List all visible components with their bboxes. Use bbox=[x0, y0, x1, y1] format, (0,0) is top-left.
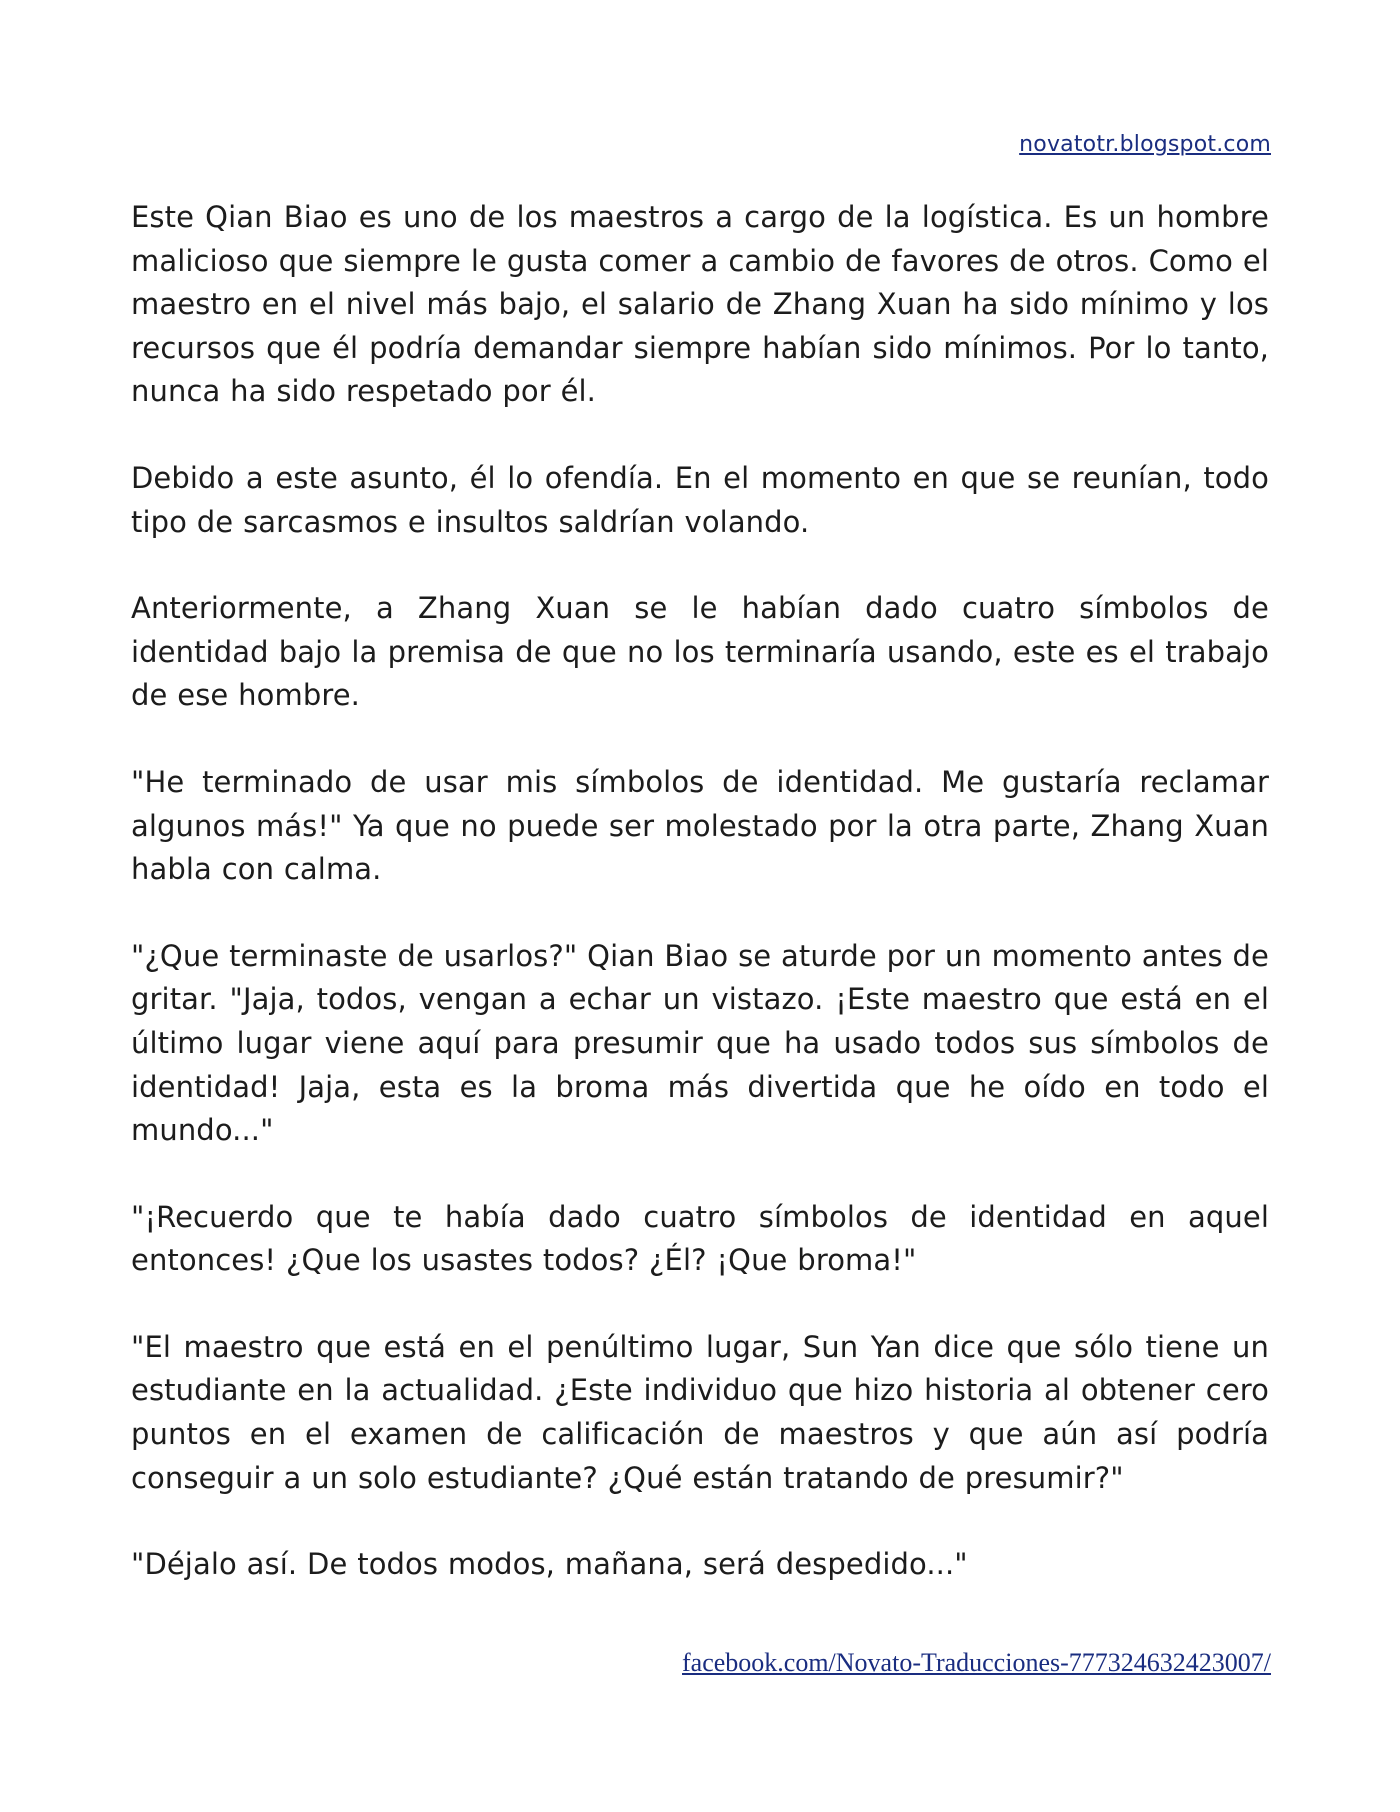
footer-facebook-link[interactable]: facebook.com/Novato-Traducciones-777324632423007/ bbox=[682, 1648, 1271, 1677]
paragraph-8: "Déjalo así. De todos modos, mañana, será despedido..." bbox=[131, 1547, 968, 1582]
paragraph-1: Este Qian Biao es uno de los maestros a cargo de la logística. Es un hombre malicioso que siempre le gusta comer a cambio de favores de otros. Como el maestro en el nivel más bajo, el salario de Zhang Xuan ha sido mínimo y los recursos que él podría demandar siempre habían sido mínimos. Por lo tanto, nunca ha sido respetado por él. bbox=[131, 200, 1269, 409]
paragraph-4: "He terminado de usar mis símbolos de identidad. Me gustaría reclamar algunos más!" Ya que no puede ser molestado por la otra parte, Zhang Xuan habla con calma. bbox=[131, 764, 1269, 887]
paragraph-6: "¡Recuerdo que te había dado cuatro símbolos de identidad en aquel entonces! ¿Que los usastes todos? ¿Él? ¡Que broma!" bbox=[131, 1199, 1269, 1278]
paragraph-3: Anteriormente, a Zhang Xuan se le habían dado cuatro símbolos de identidad bajo la premisa de que no los terminaría usando, este es el trabajo de ese hombre. bbox=[131, 591, 1269, 713]
paragraph-5: "¿Que terminaste de usarlos?" Qian Biao se aturde por un momento antes de gritar. "Jaja, todos, vengan a echar un vistazo. ¡Este maestro que está en el último lugar viene aquí para presumir que ha usado todos sus símbolos de identidad! Jaja, esta es la broma más divertida que he oído en todo el mundo..." bbox=[131, 938, 1269, 1148]
header-blog-link[interactable]: novatotr.blogspot.com bbox=[1019, 132, 1271, 157]
paragraph-2: Debido a este asunto, él lo ofendía. En el momento en que se reunían, todo tipo de sarcasmos e insultos saldrían volando. bbox=[131, 460, 1269, 539]
paragraph-7: "El maestro que está en el penúltimo lugar, Sun Yan dice que sólo tiene un estudiante en la actualidad. ¿Este individuo que hizo historia al obtener cero puntos en el examen de calificación de maestros y que aún así podría conseguir a un solo estudiante? ¿Qué están tratando de presumir?" bbox=[131, 1329, 1269, 1495]
document-body bbox=[131, 196, 1269, 1630]
